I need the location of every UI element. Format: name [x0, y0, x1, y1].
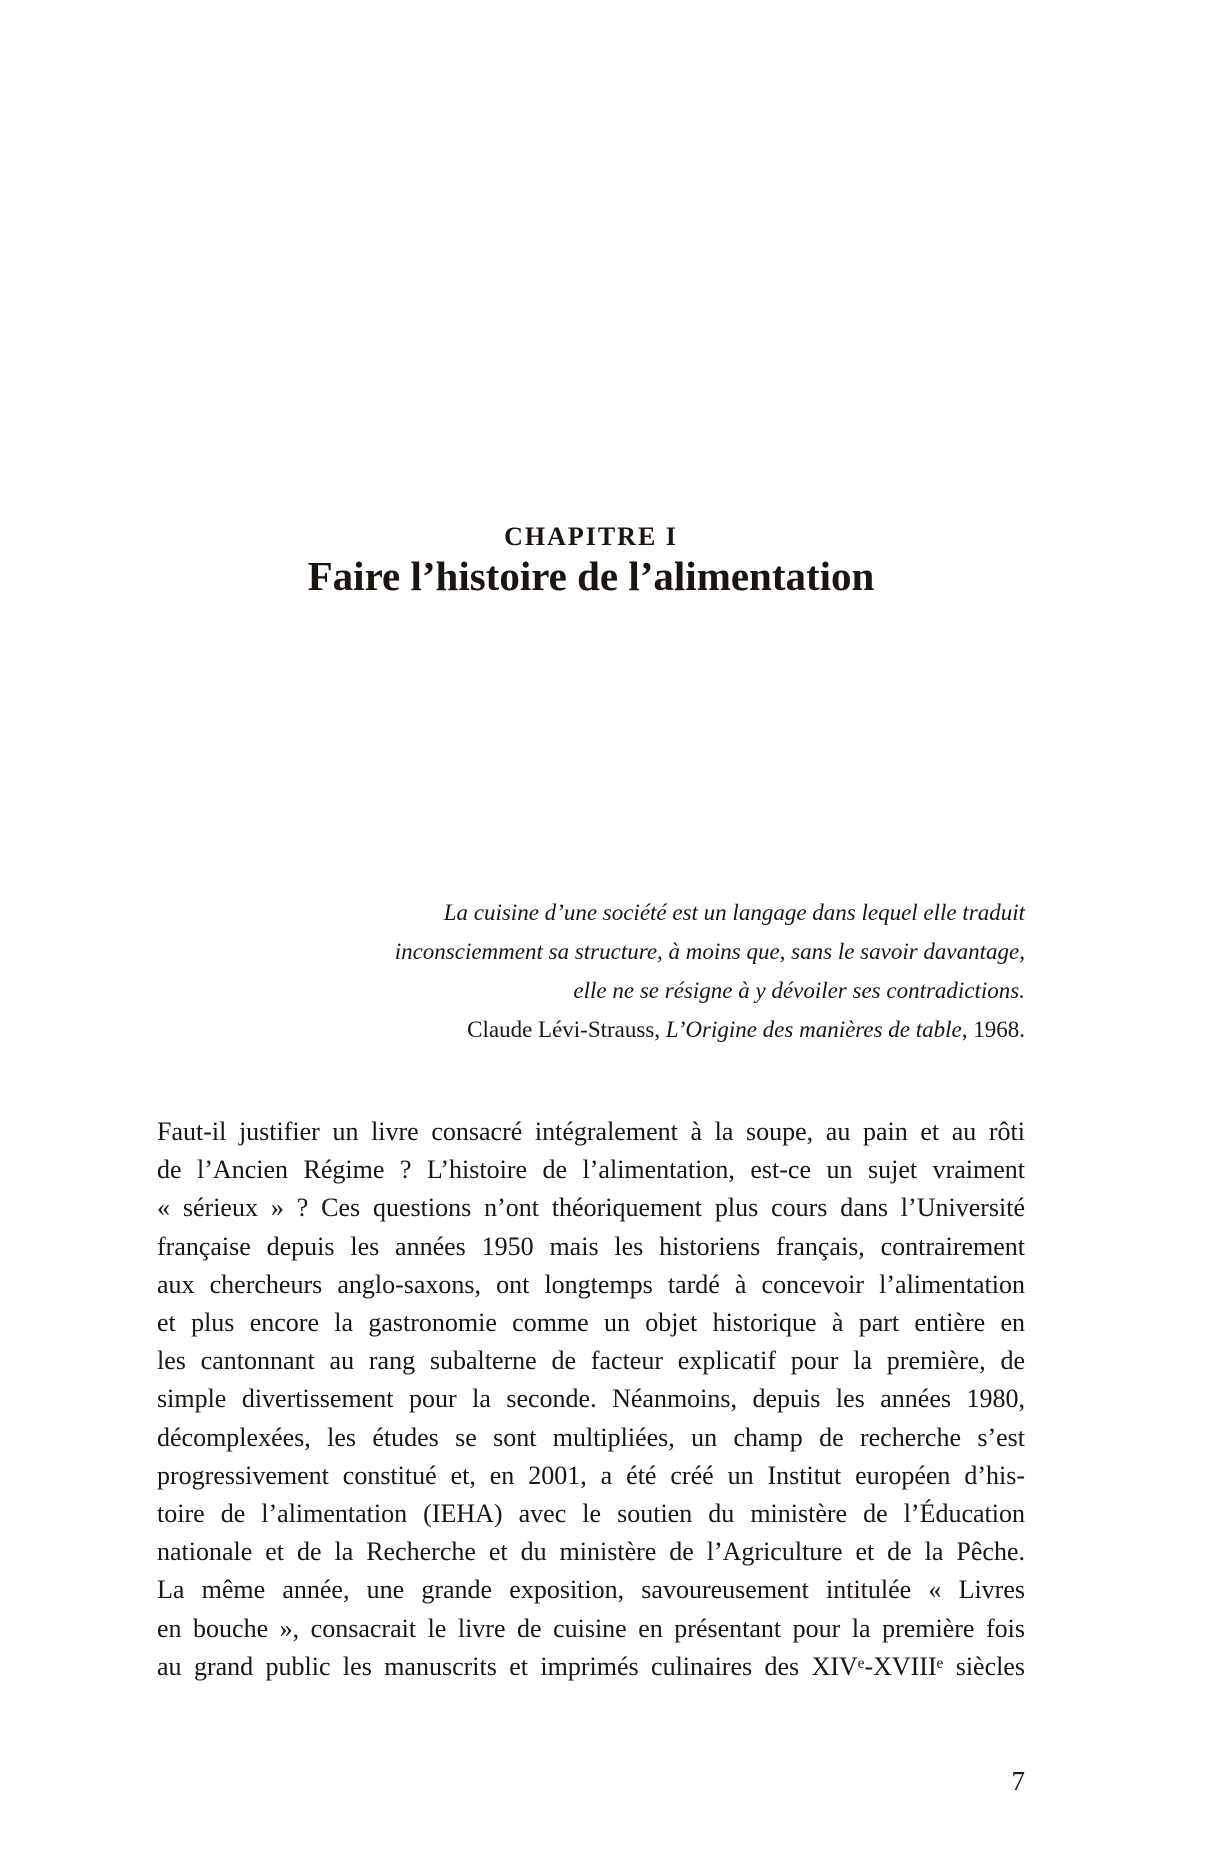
body-line: Faut-il justifier un livre consacré intégralement à la soupe, au pain et au rôti — [157, 1117, 1025, 1146]
epigraph-author: Claude Lévi-Strauss, — [467, 1017, 666, 1042]
body-line: et plus encore la gastronomie comme un objet historique à part entière en — [157, 1308, 1025, 1338]
chapter-title: Faire l’histoire de l’alimentation — [307, 553, 875, 599]
body-line: décomplexées, les études se sont multipliées, un champ de recherche s’est — [157, 1422, 1025, 1452]
epigraph-line: elle ne se résigne à y dévoiler ses contradictions. — [573, 978, 1025, 1003]
body-line: La même année, une grande exposition, savoureusement intitulée « Livres — [157, 1575, 1025, 1605]
epigraph-line: La cuisine d’une société est un langage dans lequel elle traduit — [443, 900, 1025, 925]
epigraph-attribution — [157, 1010, 1025, 1049]
body-line: française depuis les années 1950 mais les historiens français, contrairement — [157, 1231, 1025, 1261]
body-line: au grand public les manuscrits et imprimés culinaires des XIVᵉ-XVIIIᵉ siècles — [157, 1651, 1025, 1681]
epigraph-work-title: L’Origine des manières de table — [665, 1017, 962, 1042]
page-number: 7 — [1011, 1766, 1025, 1796]
body-line: en bouche », consacrait le livre de cuisine en présentant pour la première fois — [157, 1613, 1025, 1643]
epigraph — [157, 893, 1025, 1049]
body-line: nationale et de la Recherche et du ministère de l’Agriculture et de la Pêche. — [157, 1537, 1025, 1567]
body-line: progressivement constitué et, en 2001, a été créé un Institut européen d’his- — [157, 1460, 1025, 1490]
epigraph-line: inconsciemment sa structure, à moins que, sans le savoir davantage, — [394, 939, 1025, 964]
body-line: les cantonnant au rang subalterne de facteur explicatif pour la première, de — [157, 1346, 1025, 1376]
body-paragraph — [157, 1113, 1025, 1686]
body-line: de l’Ancien Régime ? L’histoire de l’alimentation, est-ce un sujet vraiment — [157, 1155, 1025, 1185]
epigraph-year: , 1968. — [961, 1017, 1025, 1042]
body-line: « sérieux » ? Ces questions n’ont théoriquement plus cours dans l’Université — [157, 1193, 1025, 1223]
body-line: simple divertissement pour la seconde. Néanmoins, depuis les années 1980, — [157, 1384, 1025, 1414]
body-line: toire de l’alimentation (IEHA) avec le soutien du ministère de l’Éducation — [157, 1499, 1025, 1529]
body-line: aux chercheurs anglo-saxons, ont longtemps tardé à concevoir l’alimentation — [157, 1269, 1025, 1299]
chapter-label: CHAPITRE I — [504, 522, 678, 551]
